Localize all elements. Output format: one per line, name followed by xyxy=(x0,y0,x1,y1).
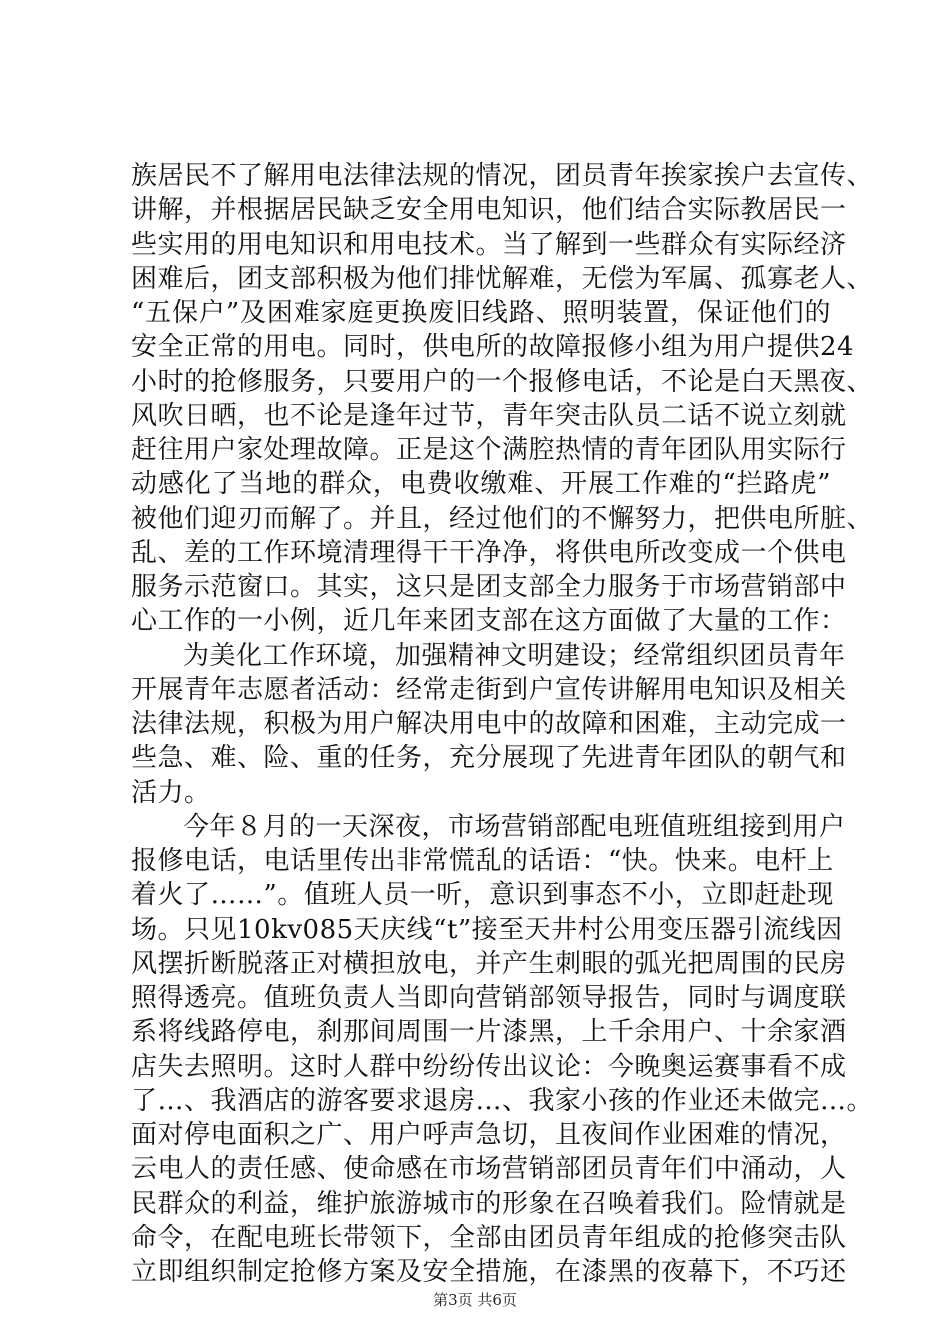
text-line: 店失去照明。这时人群中纷纷传出议论：今晚奥运赛事看不成 xyxy=(131,1051,847,1082)
text-line: 小时的抢修服务，只要用户的一个报修电话，不论是白天黑夜、 xyxy=(131,366,874,397)
text-line: 风吹日晒，也不论是逢年过节，青年突击队员二话不说立刻就 xyxy=(131,400,847,431)
text-line: 系将线路停电，刹那间周围一片漆黑，上千余用户、十余家酒 xyxy=(131,1017,847,1048)
page-number-footer: 第3页 共6页 xyxy=(433,1291,517,1309)
text-line: 服务示范窗口。其实，这只是团支部全力服务于市场营销部中 xyxy=(131,572,847,602)
text-line: 赶往用户家处理故障。正是这个满腔热情的青年团队用实际行 xyxy=(131,435,847,465)
text-line: 开展青年志愿者活动：经常走街到户宣传讲解用电知识及相关 xyxy=(131,674,847,705)
text-line: 命令，在配电班长带领下，全部由团员青年组成的抢修突击队 xyxy=(131,1222,847,1253)
text-line: 民群众的利益，维护旅游城市的形象在召唤着我们。险情就是 xyxy=(131,1188,847,1219)
text-line: 族居民不了解用电法律法规的情况，团员青年挨家挨户去宣传、 xyxy=(131,161,874,191)
text-line: 活力。 xyxy=(131,777,211,808)
text-line: 困难后，团支部积极为他们排忧解难，无偿为军属、孤寡老人、 xyxy=(131,263,874,294)
text-line: 风摆折断脱落正对横担放电，并产生刺眼的弧光把周围的民房 xyxy=(131,948,847,979)
text-line: 些急、难、险、重的任务，充分展现了先进青年团队的朝气和 xyxy=(131,743,847,774)
text-line: 立即组织制定抢修方案及安全措施，在漆黑的夜幕下，不巧还 xyxy=(131,1257,847,1287)
text-line: 乱、差的工作环境清理得干干净净，将供电所改变成一个供电 xyxy=(131,537,847,568)
document-body xyxy=(131,159,874,1289)
text-line: 动感化了当地的群众，电费收缴难、开展工作难的“拦路虎” xyxy=(131,469,831,500)
text-line: 面对停电面积之广、用户呼声急切，且夜间作业困难的情况， xyxy=(131,1120,847,1150)
paragraph-first-line: 为美化工作环境，加强精神文明建设；经常组织团员青年 xyxy=(183,640,846,671)
text-line: 被他们迎刃而解了。并且，经过他们的不懈努力，把供电所脏、 xyxy=(131,503,874,534)
text-line: “五保户”及困难家庭更换废旧线路、照明装置，保证他们的 xyxy=(131,298,831,328)
text-line: 讲解，并根据居民缺乏安全用电知识，他们结合实际教居民一 xyxy=(131,195,847,226)
text-line: 法律法规，积极为用户解决用电中的故障和困难，主动完成一 xyxy=(131,709,847,739)
text-line: 云电人的责任感、使命感在市场营销部团员青年们中涌动，人 xyxy=(131,1154,847,1185)
paragraph-first-line: 今年８月的一天深夜，市场营销部配电班值班组接到用户 xyxy=(183,811,846,842)
text-line: 安全正常的用电。同时，供电所的故障报修小组为用户提供24 xyxy=(131,332,855,363)
text-line: 了…、我酒店的游客要求退房…、我家小孩的作业还未做完…。 xyxy=(131,1085,874,1116)
text-line: 心工作的一小例，近几年来团支部在这方面做了大量的工作： xyxy=(131,606,847,637)
text-line: 报修电话，电话里传出非常慌乱的话语：“快。快来。电杆上 xyxy=(131,846,834,876)
text-line: 些实用的用电知识和用电技术。当了解到一些群众有实际经济 xyxy=(131,229,847,260)
text-line: 场。只见10kv085天庆线“t”接至天井村公用变压器引流线因 xyxy=(131,914,843,945)
text-line: 照得透亮。值班负责人当即向营销部领导报告，同时与调度联 xyxy=(131,983,847,1013)
text-line: 着火了……”。值班人员一听，意识到事态不小，立即赶赴现 xyxy=(131,880,834,911)
